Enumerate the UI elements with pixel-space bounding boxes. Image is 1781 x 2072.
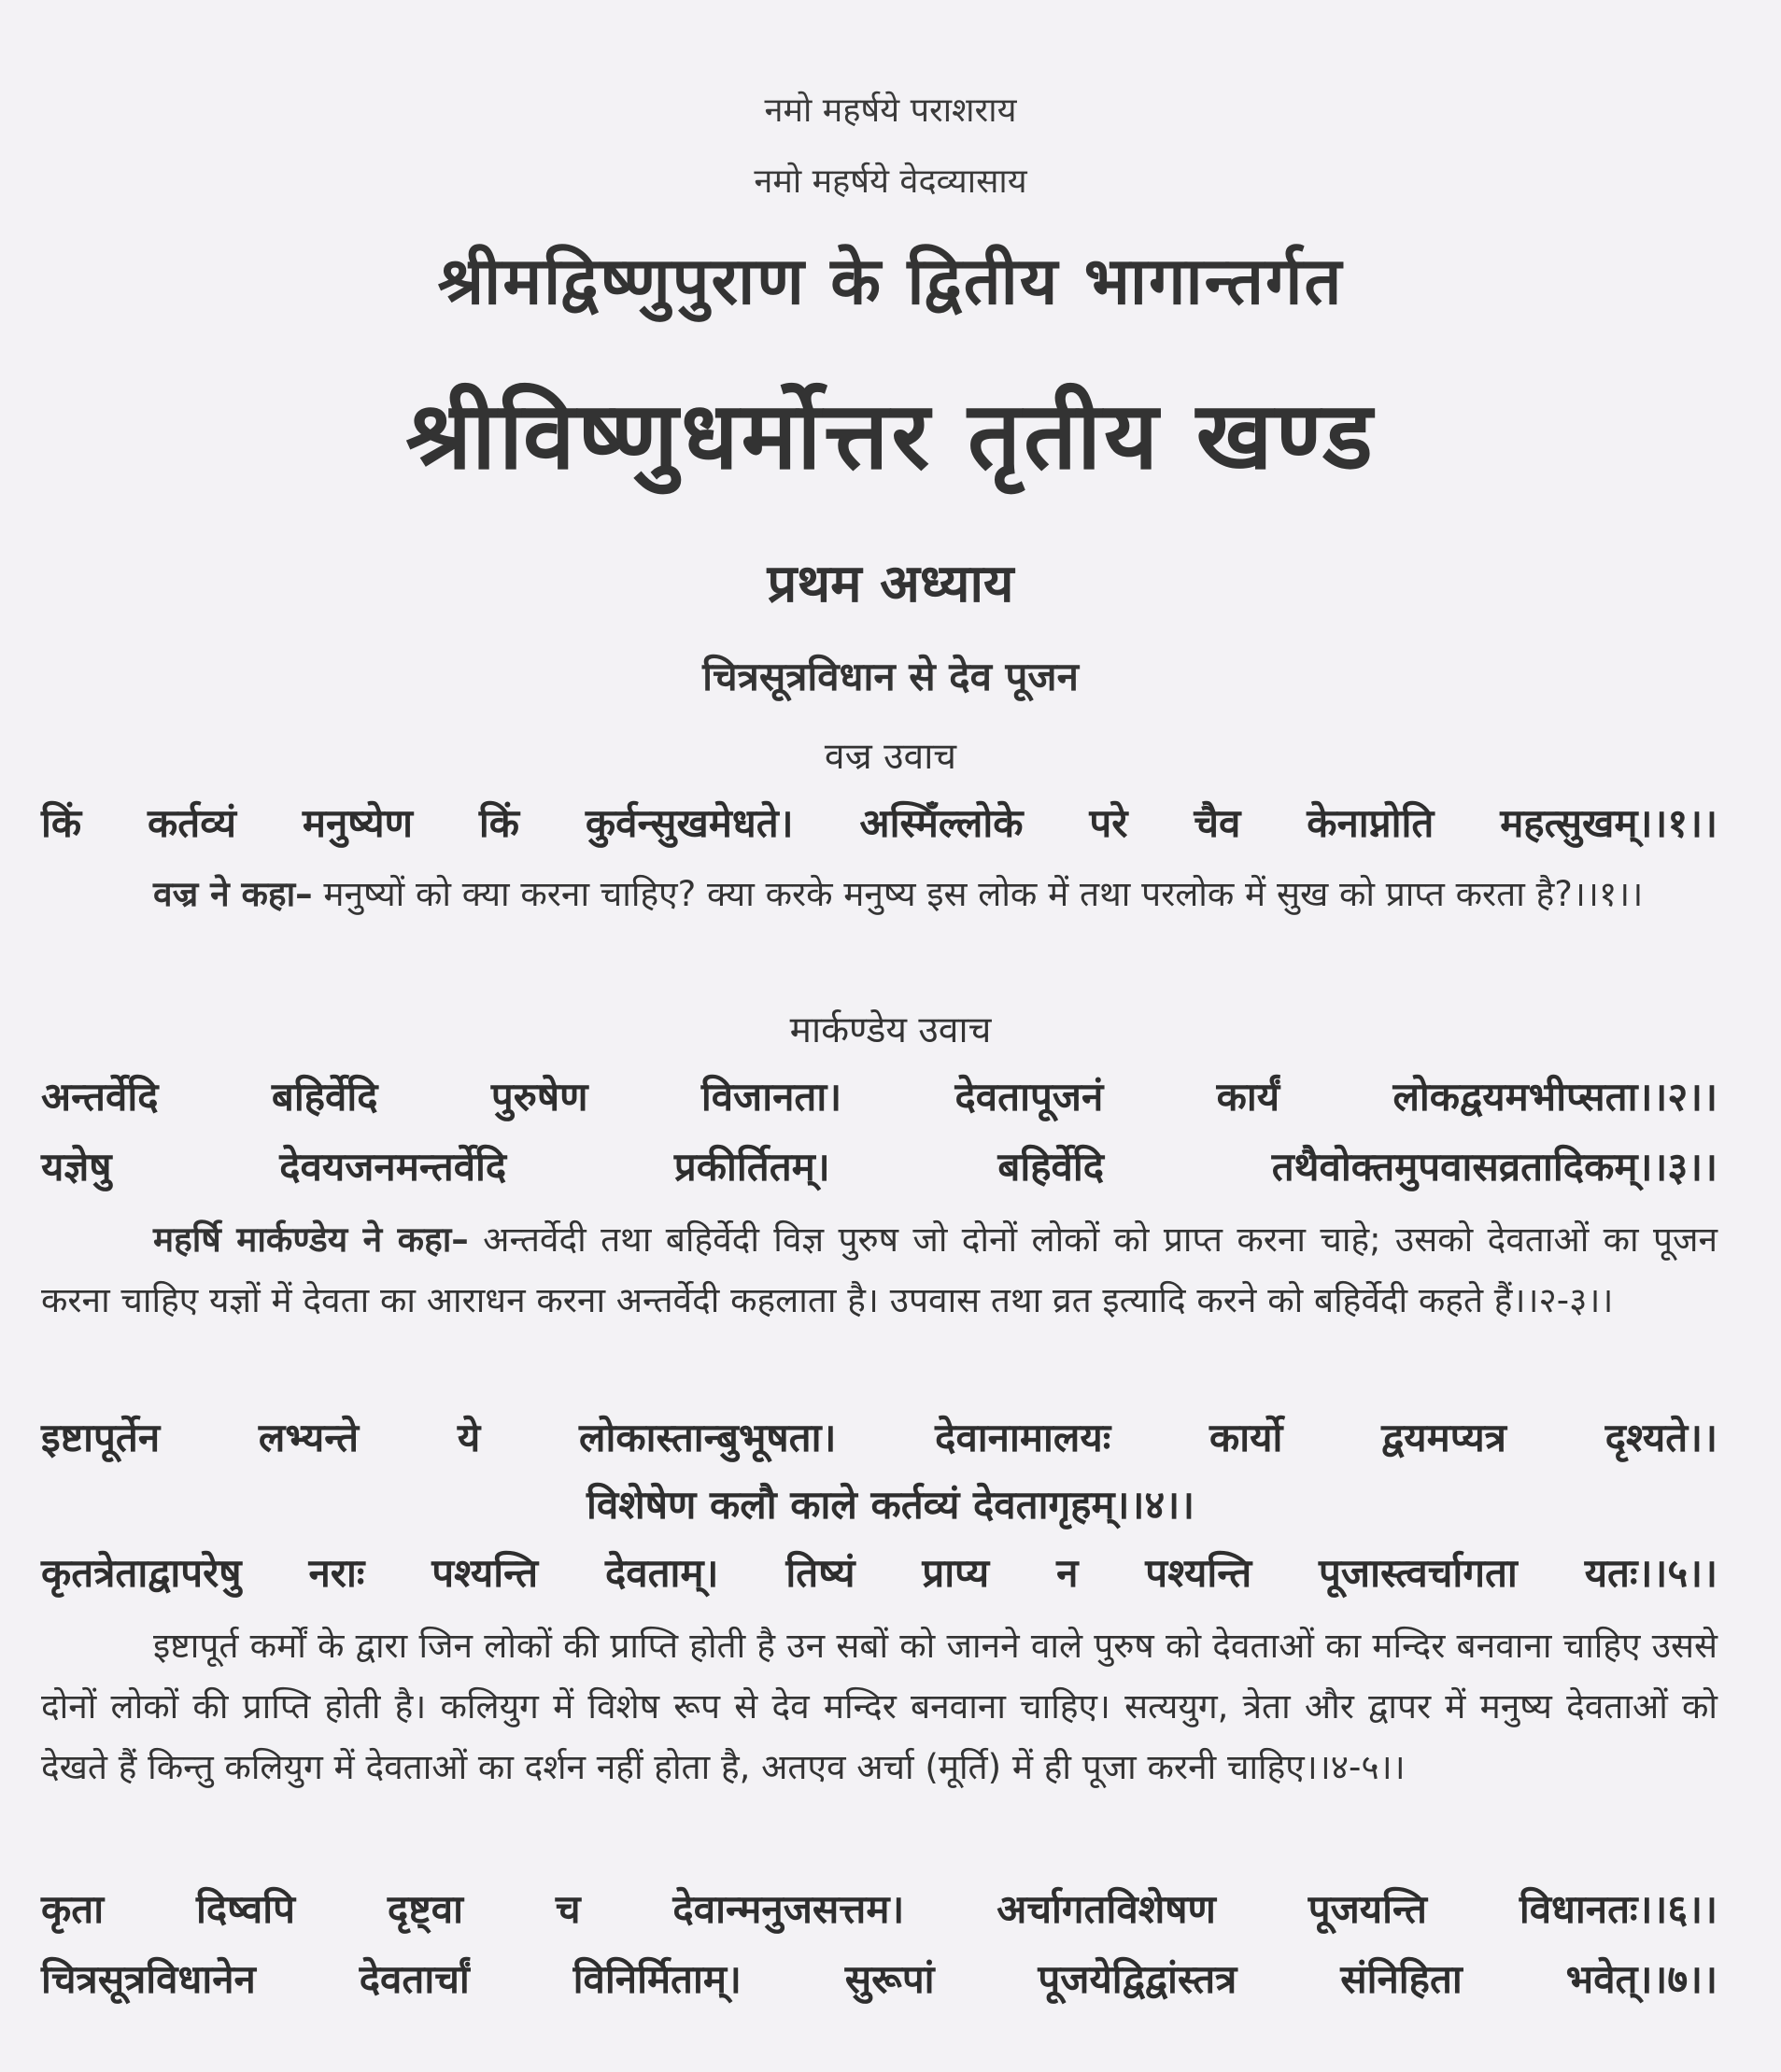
- verse-1: किं कर्तव्यं मनुष्येण किं कुर्वन्सुखमेधते। अस्मिँल्लोके परे चैव केनाप्नोति महत्सुखम्।।१।।: [41, 800, 1717, 846]
- verse-5: कृतत्रेताद्वापरेषु नराः पश्यन्ति देवताम्। तिष्यं प्राप्य न पश्यन्ति पूजास्त्वर्चागता यतः।।५।।: [41, 1550, 1717, 1596]
- verse-7: चित्रसूत्रविधानेन देवतार्चां विनिर्मिताम्। सुरूपां पूजयेद्विद्वांस्तत्र संनिहिता भवेत्।।७।।: [41, 1956, 1717, 2002]
- translation-3-text: इष्टापूर्त कर्मों के द्वारा जिन लोकों की प्राप्ति होती है उन सबों को जानने वाले पुरुष को देवताओं का मन्दिर बनवाना चाहिए उससे दोनों लोकों की प्राप्ति होती है। कलियुग में विशेष रूप से देव मन्दिर बनवाना चाहिए। सत्ययुग, त्रेता और द्वापर में मनुष्य देवताओं को देखते हैं किन्तु कलियुग में देवताओं का दर्शन नहीं होता है, अतएव अर्चा (मूर्ति) में ही पूजा करनी चाहिए।।४-५।।: [41, 1626, 1717, 1787]
- translation-2-text: अन्तर्वेदी तथा बहिर्वेदी विज्ञ पुरुष जो दोनों लोकों को प्राप्त करना चाहे; उसको देवताओं का पूजन करना चाहिए यज्ञों में देवता का आराधन करना अन्तर्वेदी कहलाता है। उपवास तथा व्रत इत्यादि करने को बहिर्वेदी कहते हैं।।२-३।।: [41, 1219, 1717, 1320]
- translation-1-lead: वज्र ने कहा–: [153, 874, 313, 914]
- translation-1-text: मनुष्यों को क्या करना चाहिए? क्या करके मनुष्य इस लोक में तथा परलोक में सुख को प्राप्त करता है?।।१।।: [312, 874, 1644, 914]
- verse-3: यज्ञेषु देवयजनमन्तर्वेदि प्रकीर्तितम्। बहिर्वेदि तथैवोक्तमुपवासव्रतादिकम्।।३।।: [41, 1144, 1717, 1190]
- translation-3: [41, 1615, 1717, 1797]
- invocation-line-2: नमो महर्षये वेदव्यासाय: [754, 162, 1027, 201]
- translation-1: [41, 864, 1717, 924]
- invocation-line-1: नमो महर्षये पराशराय: [764, 92, 1017, 130]
- speaker-markandeya: मार्कण्डेय उवाच: [789, 1009, 992, 1051]
- title-line-1: श्रीमद्विष्णुपुराण के द्वितीय भागान्तर्गत: [437, 243, 1344, 319]
- title-line-2: श्रीविष्णुधर्मोत्तर तृतीय खण्ड: [405, 381, 1376, 490]
- chapter-subject: चित्रसूत्रविधान से देव पूजन: [702, 654, 1079, 699]
- verse-2: अन्तर्वेदि बहिर्वेदि पुरुषेण विजानता। देवतापूजनं कार्यं लोकद्वयमभीप्सता।।२।।: [41, 1074, 1717, 1120]
- verse-4a: इष्टापूर्तेन लभ्यन्ते ये लोकास्तान्बुभूषता। देवानामालयः कार्यो द्वयमप्यत्र दृश्यते।।: [41, 1415, 1717, 1460]
- verse-6: कृता दिष्वपि दृष्ट्वा च देवान्मनुजसत्तम। अर्चागतविशेषण पूजयन्ति विधानतः।।६।।: [41, 1886, 1717, 1932]
- translation-2-lead: महर्षि मार्कण्डेय ने कहा–: [153, 1219, 469, 1260]
- verse-4b: विशेषेण कलौ काले कर्तव्यं देवतागृहम्।।४।।: [586, 1482, 1195, 1528]
- translation-2: [41, 1209, 1717, 1331]
- chapter-heading: प्रथम अध्याय: [767, 554, 1014, 614]
- speaker-vajra: वज्र उवाच: [824, 736, 957, 778]
